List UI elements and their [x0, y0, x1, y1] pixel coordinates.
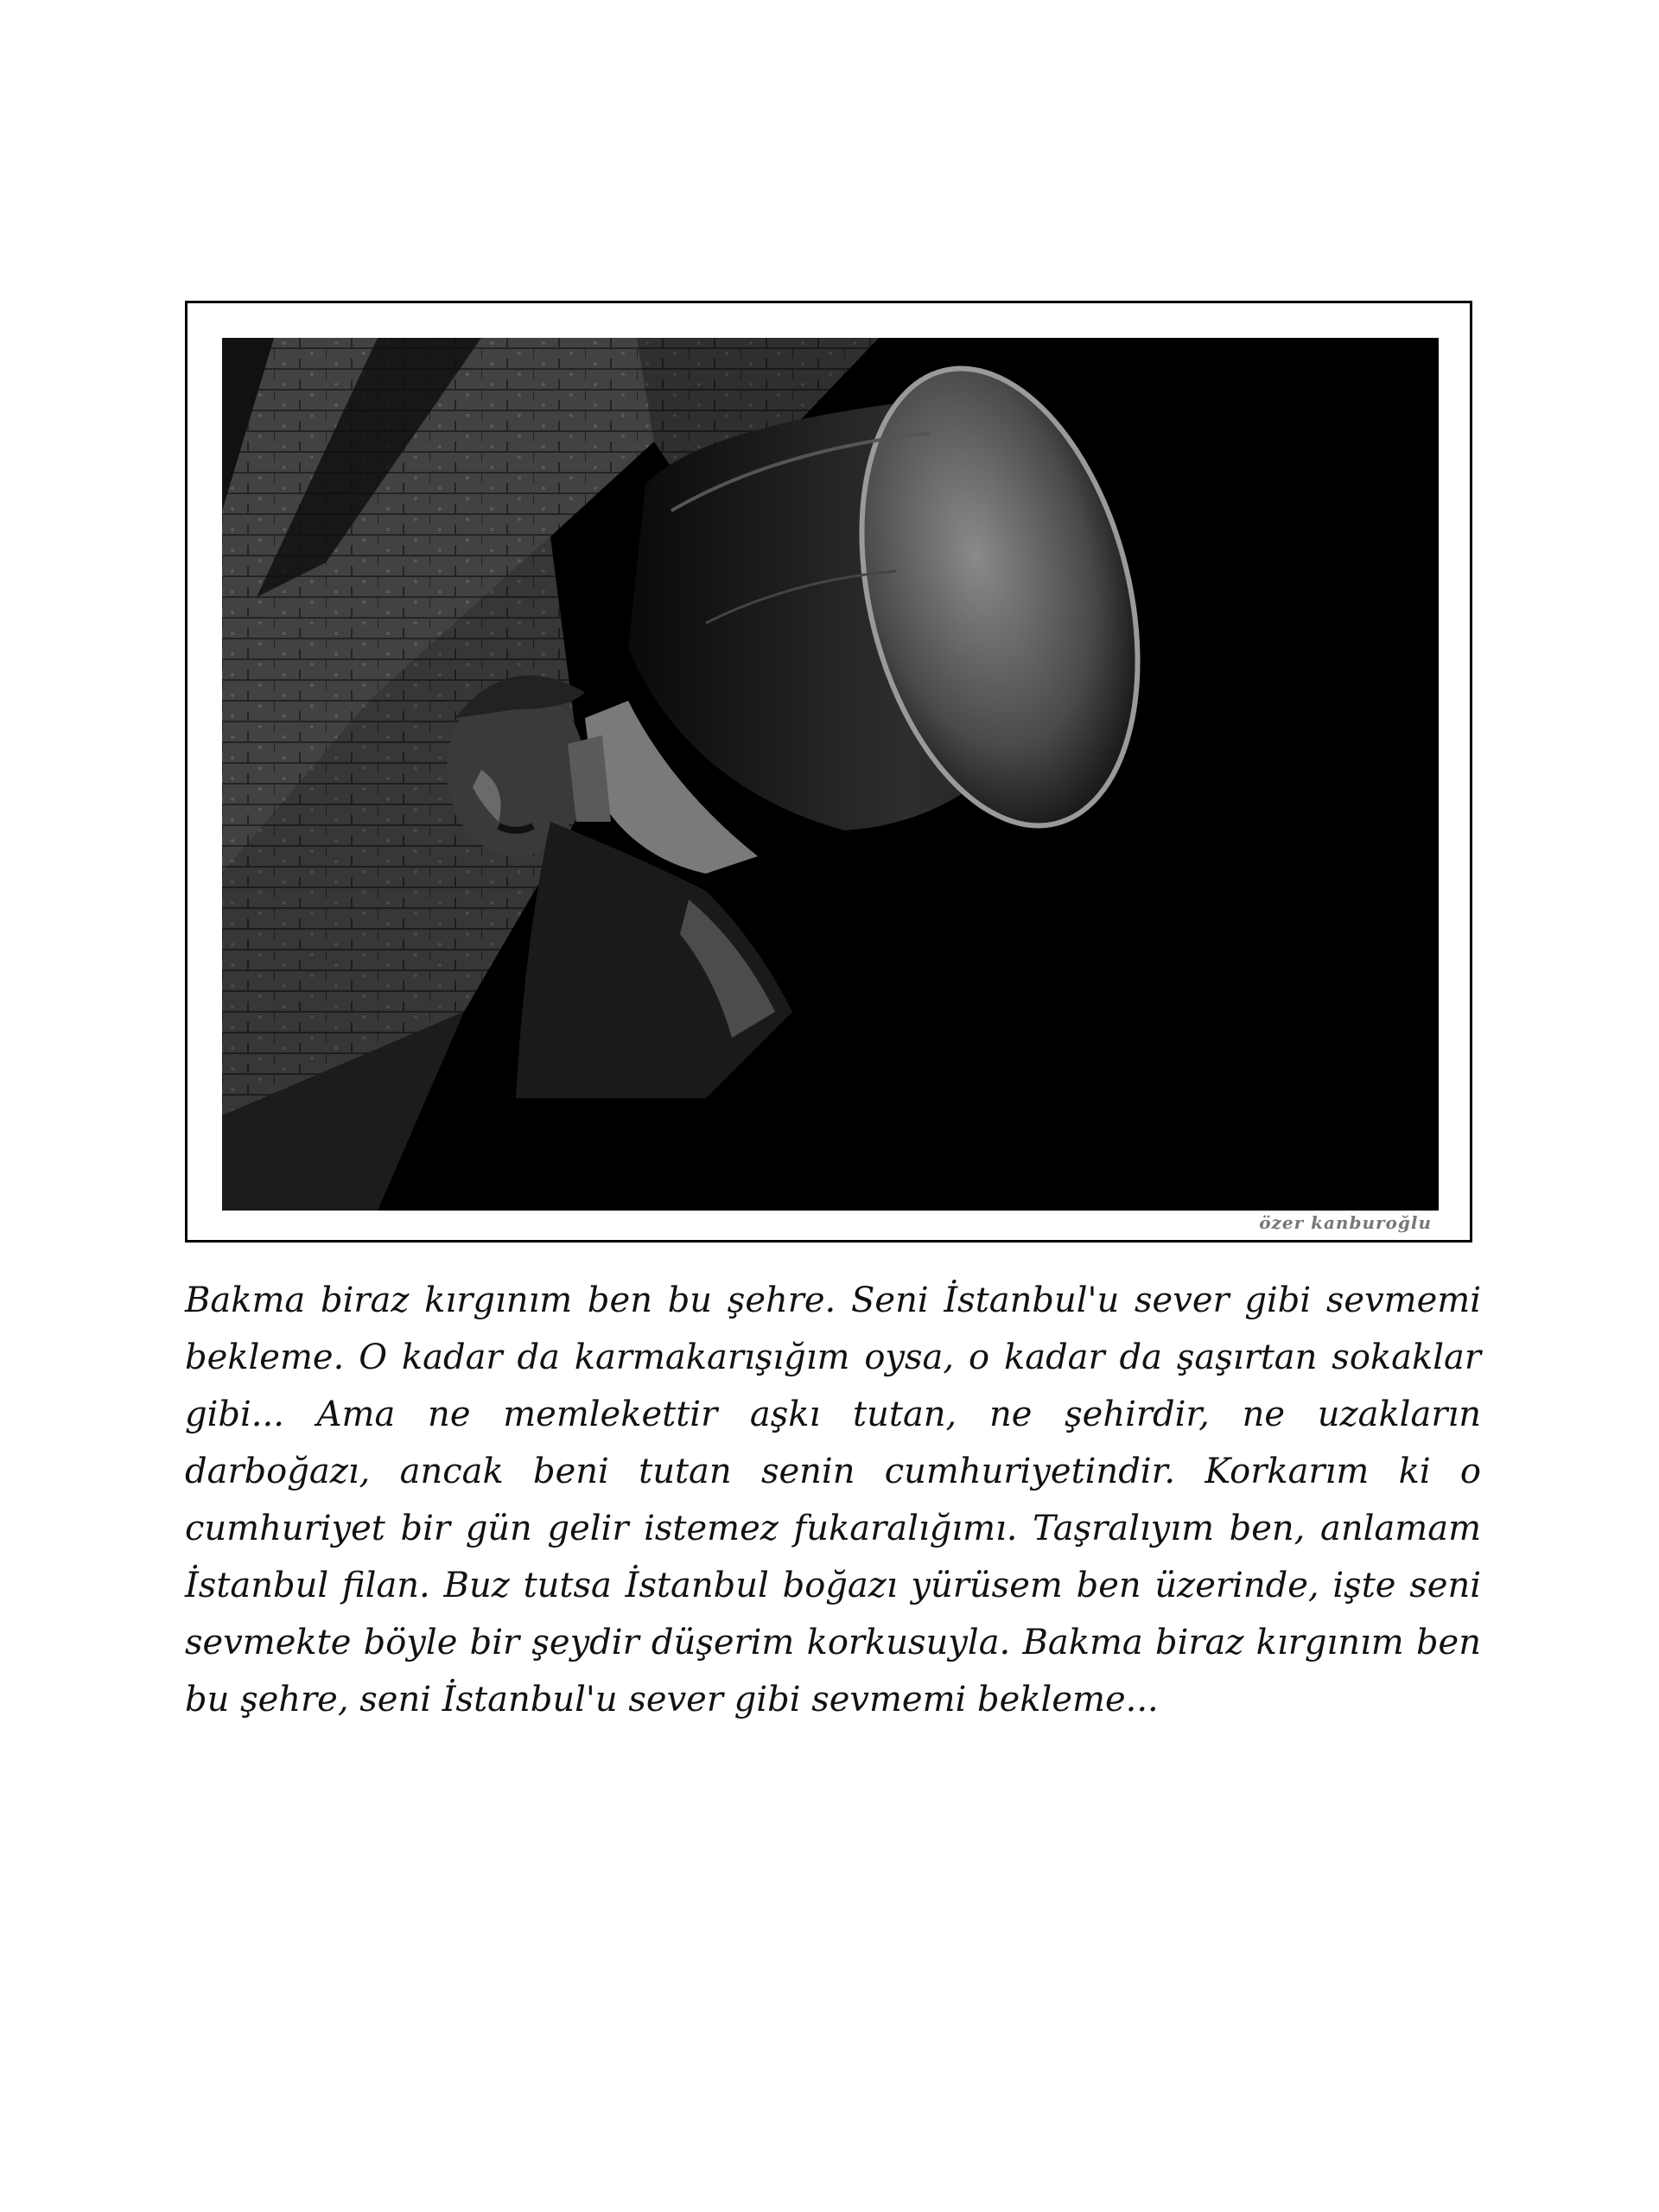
porter-photo	[222, 338, 1439, 1211]
poem-text: Bakma biraz kırgınım ben bu şehre. Seni İstanbul'u sever gibi sevmemi bekleme. O kadar da karmakarışığım oysa, o kadar da şaşırtan sokaklar gibi... Ama ne memlekettir aşkı tutan, ne şehirdir, ne uzakların darboğazı, ancak beni tutan senin cumhuriyetindir. Korkarım ki o cumhuriyet bir gün gelir istemez fukaralığımı. Taşralıyım ben, anlamam İstanbul filan. Buz tutsa İstanbul boğazı yürüsem ben üzerinde, işte seni sevmekte böyle bir şeydir düşerim korkusuyla. Bakma biraz kırgınım ben bu şehre, seni İstanbul'u sever gibi sevmemi bekleme...	[185, 1281, 1481, 1719]
photographer-signature: özer kanburoğlu	[1259, 1212, 1432, 1233]
photo-frame	[185, 301, 1472, 1243]
porter-carrying-barrel-photo-icon	[222, 338, 1439, 1211]
